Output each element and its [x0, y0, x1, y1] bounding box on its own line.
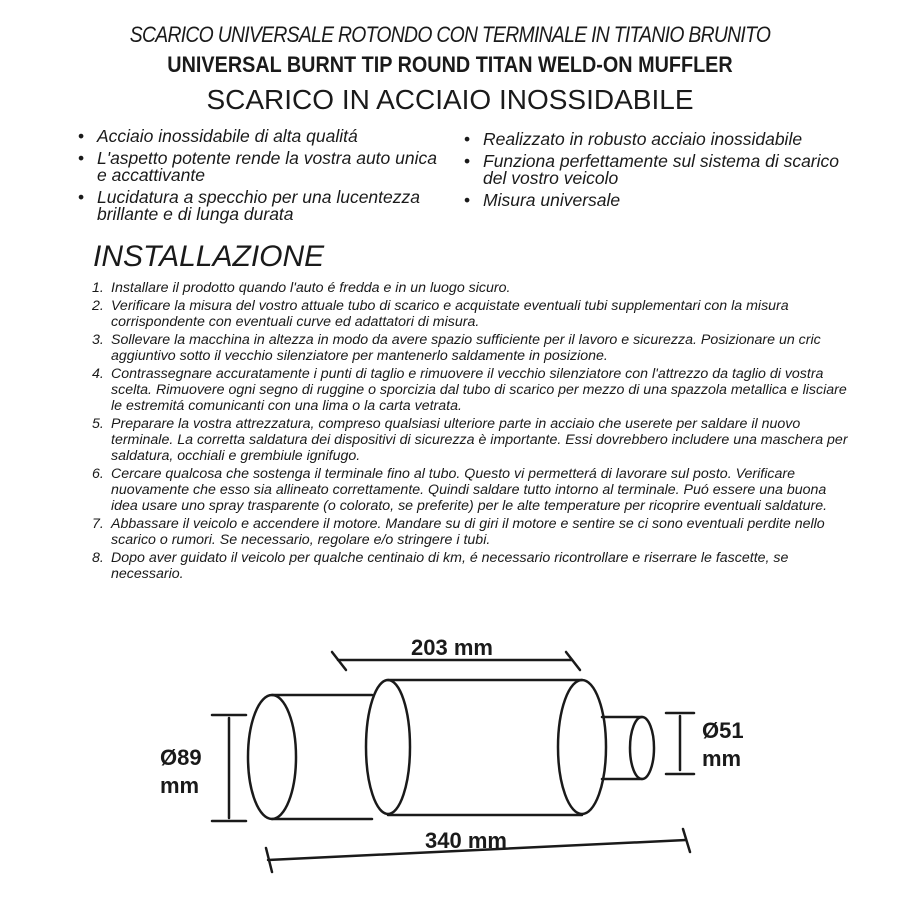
- muffler-tip-end: [248, 695, 296, 819]
- dim-label-51-line1: Ø51: [702, 718, 744, 743]
- installation-heading: INSTALLAZIONE: [93, 240, 325, 273]
- muffler-body-front: [366, 680, 410, 814]
- feature-item: • Funziona perfettamente sul sistema di scarico del vostro veicolo: [464, 153, 844, 187]
- step-number: 3.: [92, 332, 104, 348]
- step-text: Verificare la misura del vostro attuale tubo di scarico e acquistate eventuali tubi supplementari con la misura corrispondente con eventuali curve ed adattatori di misura.: [111, 298, 789, 330]
- step-text: Installare il prodotto quando l'auto é fredda e in un luogo sicuro.: [111, 280, 511, 296]
- feature-item: • Misura universale: [464, 192, 844, 209]
- inlet-pipe-end: [630, 717, 654, 779]
- step-text: Cercare qualcosa che sostenga il terminale fino al tubo. Questo vi permetterá di lavorare sul posto. Verificare nuovamente che esso sia allineato correttamente. Quindi saldare tutto intorno al terminale. Puó essere una buona idea usare uno spray trasparente (o colorato, se preferite) per le alte temperature per ricoprire eventuali saldature.: [111, 466, 828, 514]
- step-number: 1.: [92, 280, 104, 296]
- step-number: 4.: [92, 366, 104, 382]
- step-number: 7.: [92, 516, 104, 532]
- feature-item: • Realizzato in robusto acciaio inossidabile: [464, 131, 844, 148]
- inlet-pipe: [602, 717, 642, 779]
- title-italian: SCARICO UNIVERSALE ROTONDO CON TERMINALE IN TITANIO BRUNITO: [129, 22, 771, 47]
- step-number: 6.: [92, 466, 104, 482]
- step-text: Contrassegnare accuratamente i punti di taglio e rimuovere il vecchio silenziatore con l'attrezzo da taglio di vostra scelta. Rimuovere ogni segno di ruggine o sporcizia dal tubo di scarico per mezzo di una spazzola metallica e lisciare le estremitá comunicanti con una lima o la carta vetrata.: [111, 366, 847, 414]
- title-english: UNIVERSAL BURNT TIP ROUND TITAN WELD-ON MUFFLER: [167, 52, 733, 77]
- dim-label-340: 340 mm: [425, 828, 507, 853]
- muffler-body: [388, 680, 582, 815]
- subtitle: SCARICO IN ACCIAIO INOSSIDABILE: [206, 84, 694, 115]
- feature-item: • Acciaio inossidabile di alta qualitá: [78, 128, 438, 145]
- dim-label-89-line2: mm: [160, 773, 200, 798]
- step-text: Sollevare la macchina in altezza in modo da avere spazio sufficiente per il lavoro e sicurezza. Posizionare un cric aggiuntivo sotto il vecchio silenziatore per mantenerlo saldamente in posizione.: [111, 332, 821, 364]
- dim-label-203: 203 mm: [411, 635, 493, 660]
- step-text: Dopo aver guidato il veicolo per qualche centinaio di km, é necessario ricontrollare e riserrare le fascette, se necessario.: [111, 550, 789, 582]
- step-text: Preparare la vostra attrezzatura, compreso qualsiasi ulteriore parte in acciaio che userete per saldare il nuovo terminale. La corretta saldatura dei dispositivi di sicurezza è importante. Essi dovrebbero includere una maschera per saldatura, occhiali e grembiule ignifugo.: [111, 416, 848, 464]
- step-number: 8.: [92, 550, 104, 566]
- dim-label-51-line2: mm: [702, 746, 742, 771]
- feature-item: • Lucidatura a specchio per una lucentezza brillante e di lunga durata: [78, 189, 438, 223]
- step-number: 5.: [92, 416, 104, 432]
- dim-label-89-line1: Ø89: [160, 745, 202, 770]
- muffler-body-end: [558, 680, 606, 814]
- step-number: 2.: [92, 298, 104, 314]
- muffler-tip: [272, 695, 372, 819]
- feature-item: • L'aspetto potente rende la vostra auto unica e accattivante: [78, 150, 438, 184]
- step-text: Abbassare il veicolo e accendere il motore. Mandare su di giri il motore e sentire se ci sono eventuali perdite nello scarico o rumori. Se necessario, regolare e/o stringere i tubi.: [111, 516, 825, 548]
